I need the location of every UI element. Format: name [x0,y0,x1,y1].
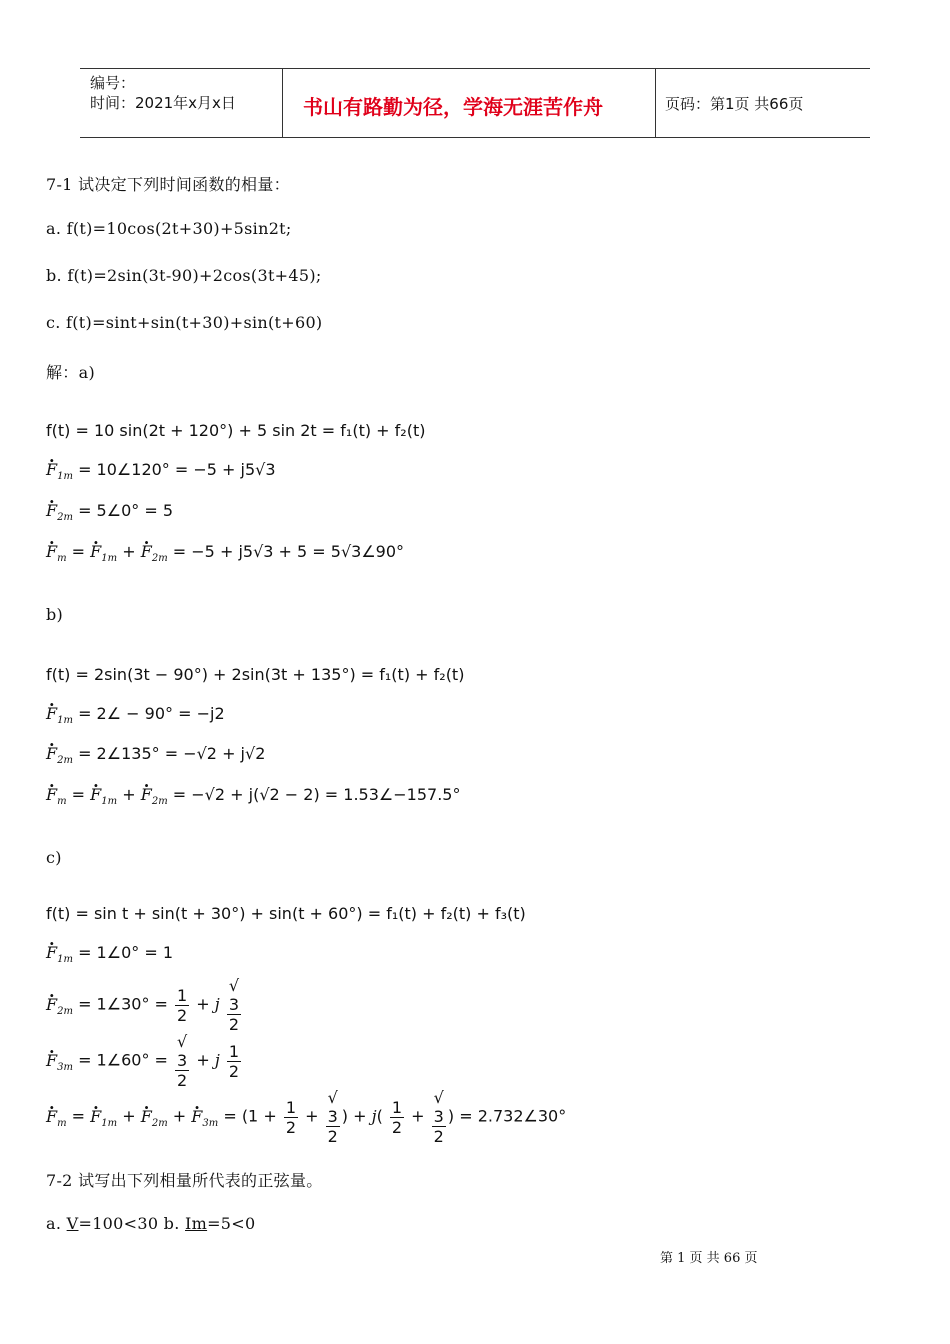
eq-a2-rhs: = 10∠120° = −5 + j5√3 [78,460,276,479]
eq-a3-rhs: = 5∠0° = 5 [78,501,174,520]
fraction: $\frac{1}{2}$ [228,1041,240,1081]
question-7-1-a: a. f(t)=10cos(2t+30)+5sin2t; [46,219,292,238]
eq-b3-rhs: = 2∠135° = −√2 + j√2 [78,744,266,763]
fraction: $\frac{1}{2}$ [285,1097,296,1137]
eq-b2 [46,704,225,726]
phasor-f1m: . $F_{1m}$ [46,460,73,482]
phasor-f2m: . $F_{2m}$ [46,995,73,1017]
eq-b2-rhs: = 2∠ − 90° = −j2 [78,704,225,723]
motto: 书山有路勤为径，学海无涯苦作舟 [303,95,603,119]
fraction: √ 3 2 [327,1088,338,1146]
eq-a4-rhs: = −5 + j5√3 + 5 = 5√3∠90° [172,542,405,561]
phasor-im: Im [185,1214,208,1233]
eq-c4: . $F_{3m}$ = 1∠60° = √ 3 2 + j $\frac{1}{2}$ [46,1032,243,1090]
item-a-value: =100<30 b. [78,1214,185,1233]
fraction: √ 3 2 [228,976,240,1034]
solution-a-label: 解：a) [46,363,95,382]
header-left-cell [80,69,283,137]
eq-c5-rhs: = 2.732∠30° [459,1106,567,1126]
phasor-f2m: . $F_{2m}$ [46,744,73,766]
phasor-f1m: . $F_{1m}$ [90,785,117,807]
item-b-value: =5<0 [207,1214,256,1233]
eq-b3 [46,744,265,766]
question-7-1-title: 7-1 试决定下列时间函数的相量： [46,175,290,194]
eq-a2 [46,460,276,482]
question-7-1-c: c. f(t)=sint+sin(t+30)+sin(t+60) [46,313,323,332]
eq-c5: . $F_m$ = . $F_{1m}$ + . $F_{2m}$ + . $F_{3m} = (1$ + $\frac{1}{2}$ + √ 3 2 ) + j( $\frac{1}{2}$ + √ 3 2 ) = 2.732∠30° [46,1088,566,1146]
phasor-fm: . $F_m$ [46,542,67,564]
fraction: $\frac{1}{2}$ [391,1097,403,1137]
document-header [80,68,870,138]
eq-c2-rhs: = 1∠0° = 1 [78,943,174,962]
header-center-cell [283,69,656,137]
phasor-f3m: . $F_{3m}$ [191,1107,218,1129]
phasor-f2m: . $F_{2m}$ [141,785,168,807]
number-label: 编号： [90,74,136,92]
page-footer: 第 1 页 共 66 页 [660,1251,758,1266]
phasor-v: V [66,1214,79,1233]
phasor-f3m: . $F_{3m}$ [46,1051,73,1073]
header-right-cell [656,69,870,137]
question-7-1-b: b. f(t)=2sin(3t-90)+2cos(3t+45); [46,266,322,285]
phasor-f1m: . $F_{1m}$ [46,943,73,965]
eq-c3-rhs: = 1∠30° = [78,994,168,1014]
time-label: 时间：2021年x月x日 [90,94,236,112]
item-a-prefix: a. [46,1214,67,1233]
eq-c4-rhs: = 1∠60° = [78,1050,168,1070]
eq-b1: f(t) = 2sin(3t − 90°) + 2sin(3t + 135°) = f₁(t) + f₂(t) [46,665,465,684]
eq-b4: . $F_m$ = . $F_{1m}$ + . $F_{2m} = -√2 + j(√2 - 2)$ = 1.53∠−157.5° [46,785,460,807]
phasor-f2m: . $F_{2m}$ [141,542,168,564]
eq-c1: f(t) = sin t + sin(t + 30°) + sin(t + 60°) = f₁(t) + f₂(t) + f₃(t) [46,904,526,923]
page-label: 页码：第1页 共66页 [665,95,804,113]
phasor-f1m: . $F_{1m}$ [90,1107,117,1129]
eq-a3 [46,501,173,523]
eq-a4: . $F_m$ = . $F_{1m}$ + . $F_{2m} = -5 + j5√3 + 5$ = 5√3∠90° [46,542,404,564]
eq-c2 [46,943,173,965]
phasor-f2m: . $F_{2m}$ [141,1107,168,1129]
fraction: √ 3 2 [433,1088,444,1146]
eq-a1: f(t) = 10 sin(2t + 120°) + 5 sin 2t = f₁(t) + f₂(t) [46,421,426,440]
phasor-f1m: . $F_{1m}$ [90,542,117,564]
phasor-f2m: . $F_{2m}$ [46,501,73,523]
fraction: $\frac{1}{2}$ [177,985,188,1025]
solution-b-label: b) [46,605,64,624]
eq-b4-rhs: = −√2 + j(√2 − 2) = 1.53∠−157.5° [172,785,461,804]
fraction: √ 3 2 [177,1032,188,1090]
phasor-fm: . $F_m$ [46,1107,67,1129]
question-7-2-items [46,1214,255,1233]
eq-c3: . $F_{2m}$ = 1∠30° = $\frac{1}{2}$ + j √ 3 2 [46,976,243,1034]
phasor-f1m: . $F_{1m}$ [46,704,73,726]
question-7-2-title: 7-2 试写出下列相量所代表的正弦量。 [46,1171,323,1190]
phasor-fm: . $F_m$ [46,785,67,807]
solution-c-label: c) [46,848,62,867]
